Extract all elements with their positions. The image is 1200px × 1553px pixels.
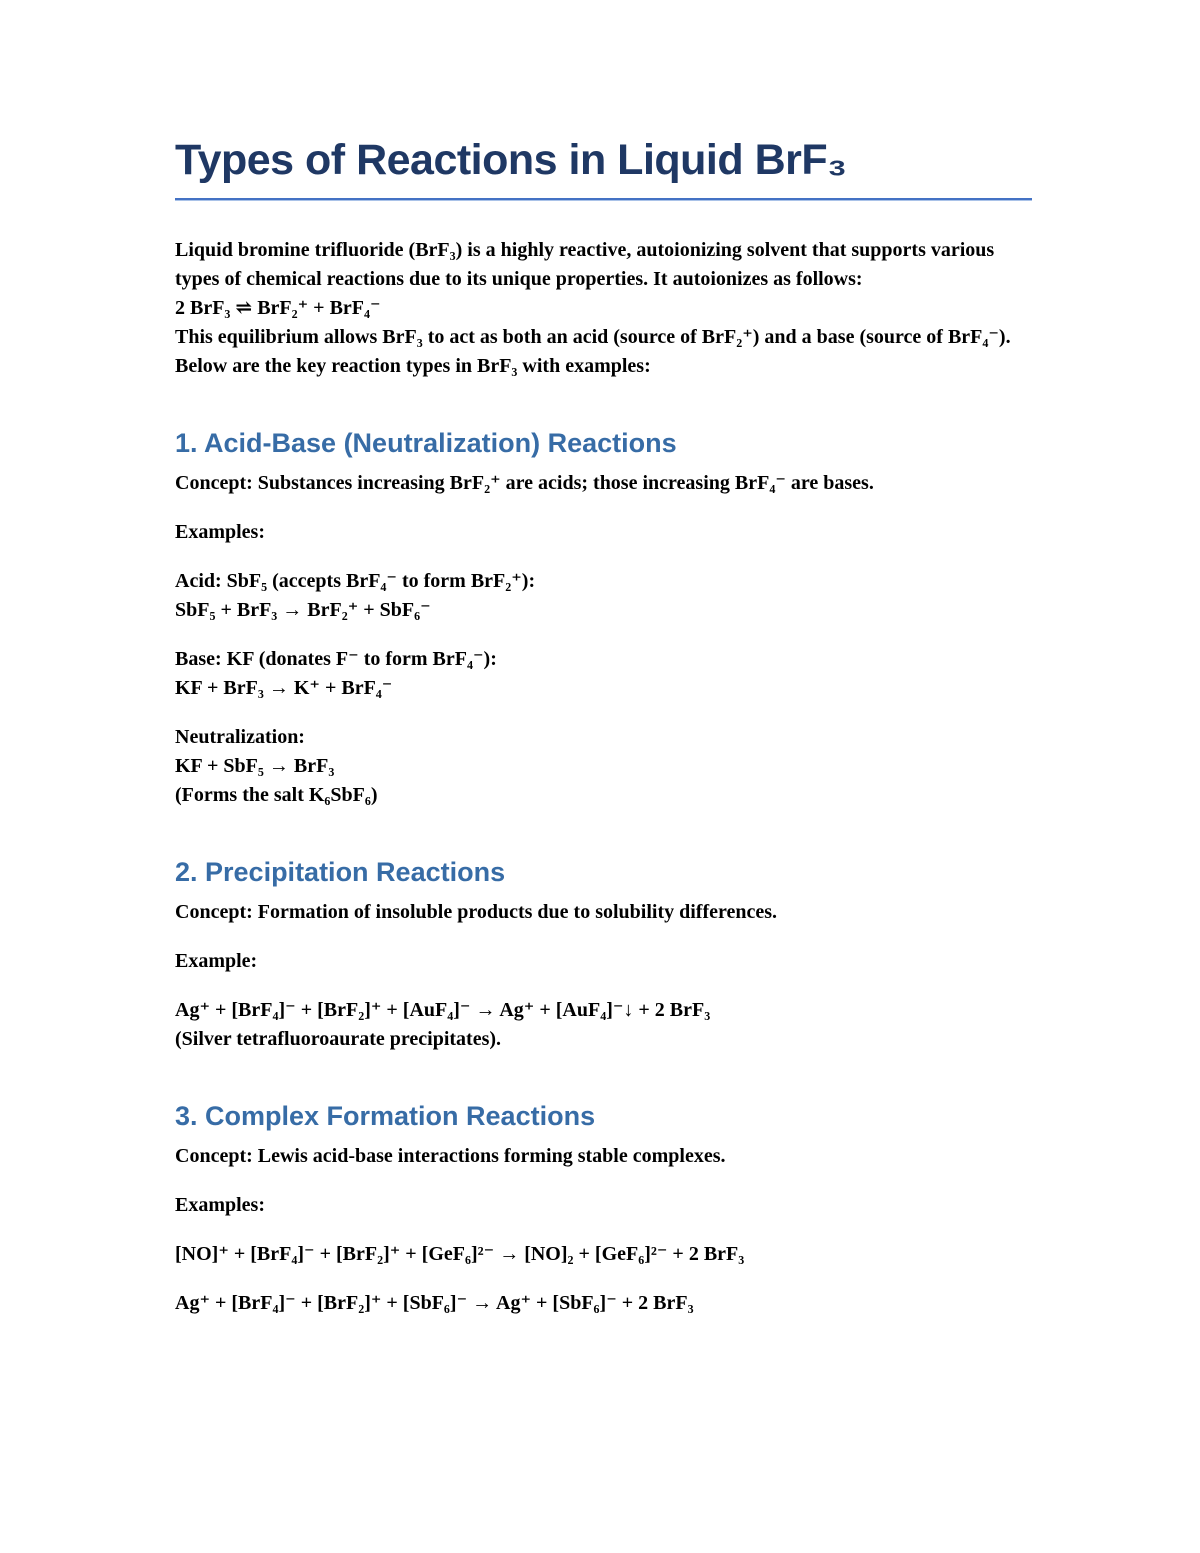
precipitation-equation: Ag⁺ + [BrF₄]⁻ + [BrF₂]⁺ + [AuF₄]⁻ → Ag⁺ + [AuF₄]⁻↓ + 2 BrF₃ [175,999,711,1022]
complex-equation-2: Ag⁺ + [BrF₄]⁻ + [BrF₂]⁺ + [SbF₆]⁻ → Ag⁺ + [SbF₆]⁻ + 2 BrF₃ [175,1292,694,1315]
section-1-concept: Concept: Substances increasing BrF₂⁺ are acids; those increasing BrF₄⁻ are bases. [175,472,874,495]
title-underline-rule [175,198,1032,201]
intro-paragraph [175,236,1032,381]
base-example [175,645,1032,703]
neutralization-label: Neutralization: [175,726,305,749]
neutralization-note: (Forms the salt K₆SbF₆) [175,784,378,807]
document-title: Types of Reactions in Liquid BrF₃ [175,136,847,184]
precipitation-example [175,996,1032,1054]
section-3-examples-label: Examples: [175,1194,265,1217]
section-2-example-label: Example: [175,950,258,973]
precipitation-note: (Silver tetrafluoroaurate precipitates). [175,1028,502,1051]
section-precipitation [175,856,1032,1054]
intro-text-2: This equilibrium allows BrF₃ to act as both an acid (source of BrF₂⁺) and a base (source of BrF₄⁻). Below are the key reaction types in BrF₃ with examples: [175,326,1011,378]
acid-equation: SbF₅ + BrF₃ → BrF₂⁺ + SbF₆⁻ [175,599,431,622]
section-complex-formation [175,1100,1032,1318]
autoionization-equation: 2 BrF₃ ⇌ BrF₂⁺ + BrF₄⁻ [175,297,381,320]
base-label: Base: KF (donates F⁻ to form BrF₄⁻): [175,648,497,671]
complex-equation-1: [NO]⁺ + [BrF₄]⁻ + [BrF₂]⁺ + [GeF₆]²⁻ → [NO]₂ + [GeF₆]²⁻ + 2 BrF₃ [175,1243,745,1266]
intro-text-1: Liquid bromine trifluoride (BrF₃) is a highly reactive, autoionizing solvent that supports various types of chemical reactions due to its unique properties. It autoionizes as follows: [175,239,995,291]
section-3-concept: Concept: Lewis acid-base interactions forming stable complexes. [175,1145,726,1168]
neutralization-example [175,723,1032,810]
section-3-heading: 3. Complex Formation Reactions [175,1101,596,1132]
section-2-concept: Concept: Formation of insoluble products due to solubility differences. [175,901,778,924]
neutralization-equation: KF + SbF₅ → BrF₃ [175,755,335,778]
document-content [175,136,1032,1318]
section-acid-base [175,427,1032,810]
acid-example [175,567,1032,625]
section-2-heading: 2. Precipitation Reactions [175,857,506,888]
section-1-examples-label: Examples: [175,521,265,544]
base-equation: KF + BrF₃ → K⁺ + BrF₄⁻ [175,677,393,700]
section-1-heading: 1. Acid-Base (Neutralization) Reactions [175,428,677,459]
acid-label: Acid: SbF₅ (accepts BrF₄⁻ to form BrF₂⁺): [175,570,536,593]
